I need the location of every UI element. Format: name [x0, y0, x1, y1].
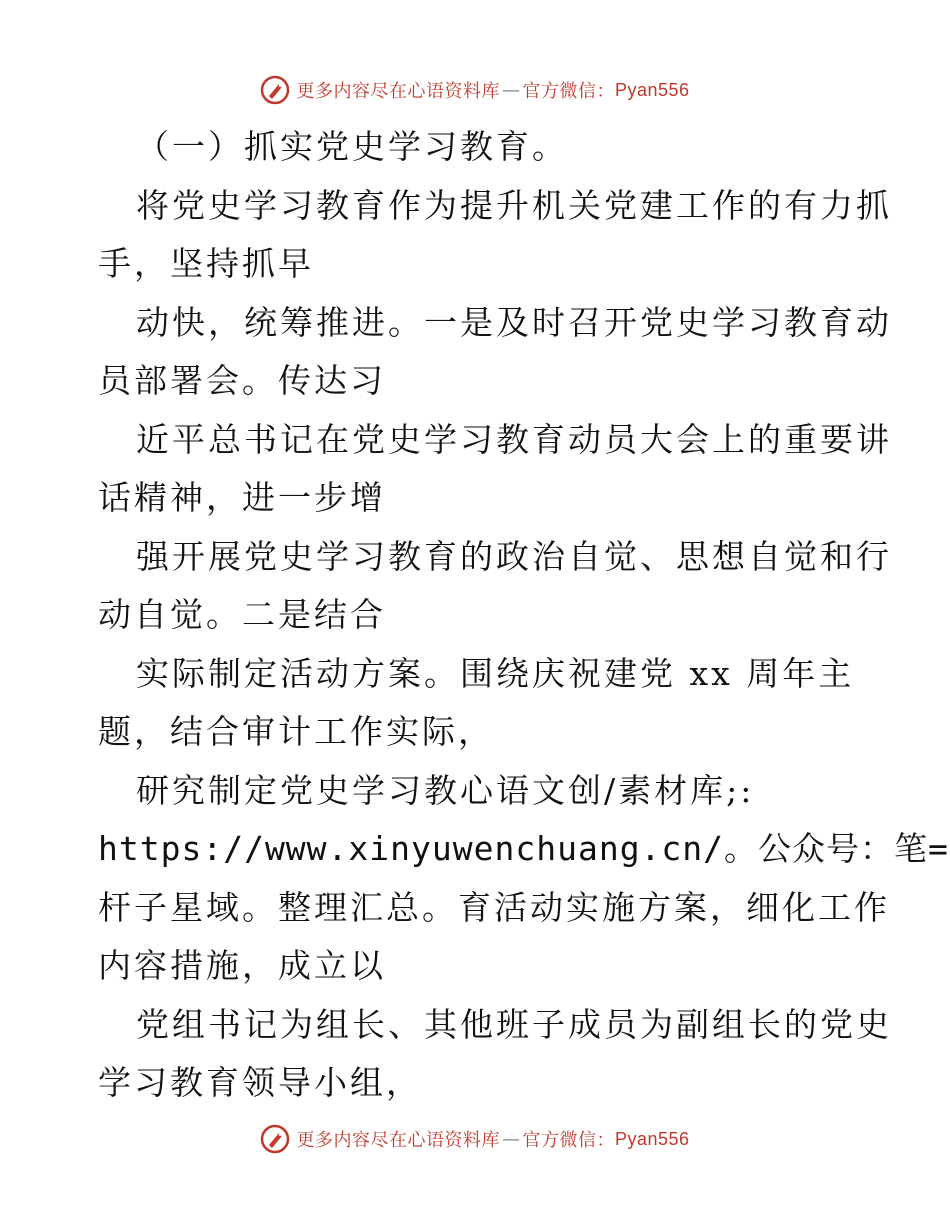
text-line: 员部署会。传达习: [98, 361, 386, 400]
text-line: 内容措施，成立以: [98, 946, 386, 985]
watermark-text: 更多内容尽在心语资料库: [296, 81, 500, 102]
text-line: 杆子星域。整理汇总。育活动实施方案，细化工作: [98, 887, 890, 927]
watermark-label: 官方微信：: [522, 81, 615, 102]
text-line: 话精神，进一步增: [98, 478, 386, 517]
watermark-text: 更多内容尽在心语资料库: [296, 1130, 500, 1151]
text-line: 党组书记为组长、其他班子成员为副组长的党史: [136, 1004, 892, 1044]
text-line: 学习教育领导小组，: [98, 1063, 422, 1102]
pen-nib-logo-icon: [260, 1124, 290, 1154]
pen-nib-logo-icon: [260, 75, 290, 105]
text-line: 题，结合审计工作实际，: [98, 712, 494, 751]
text-line: 强开展党史学习教育的政治自觉、思想自觉和行: [136, 536, 892, 576]
section-heading: （一）抓实党史学习教育。: [136, 127, 568, 166]
text-line: 研究制定党史学习教心语文创/素材库;:: [136, 770, 755, 810]
watermark-id: Pyan556: [614, 1128, 690, 1149]
header-watermark: [0, 70, 950, 110]
watermark-separator: —: [501, 79, 521, 101]
text-line: 动快，统筹推进。一是及时召开党史学习教育动: [136, 302, 892, 342]
text-line: 动自觉。二是结合: [98, 595, 386, 634]
watermark-id: Pyan556: [614, 79, 690, 100]
footer-watermark: [0, 1119, 950, 1159]
url-line: https://www.xinyuwenchuang.cn/。公众号：笔=: [98, 829, 949, 868]
text-line: 将党史学习教育作为提升机关党建工作的有力抓: [136, 185, 892, 225]
document-body: [98, 118, 949, 1113]
watermark-label: 官方微信：: [522, 1130, 615, 1151]
watermark-separator: —: [501, 1128, 521, 1150]
text-line: 近平总书记在党史学习教育动员大会上的重要讲: [136, 419, 892, 459]
text-line: 实际制定活动方案。围绕庆祝建党 xx 周年主: [136, 653, 855, 693]
text-line: 手，坚持抓早: [98, 244, 314, 283]
